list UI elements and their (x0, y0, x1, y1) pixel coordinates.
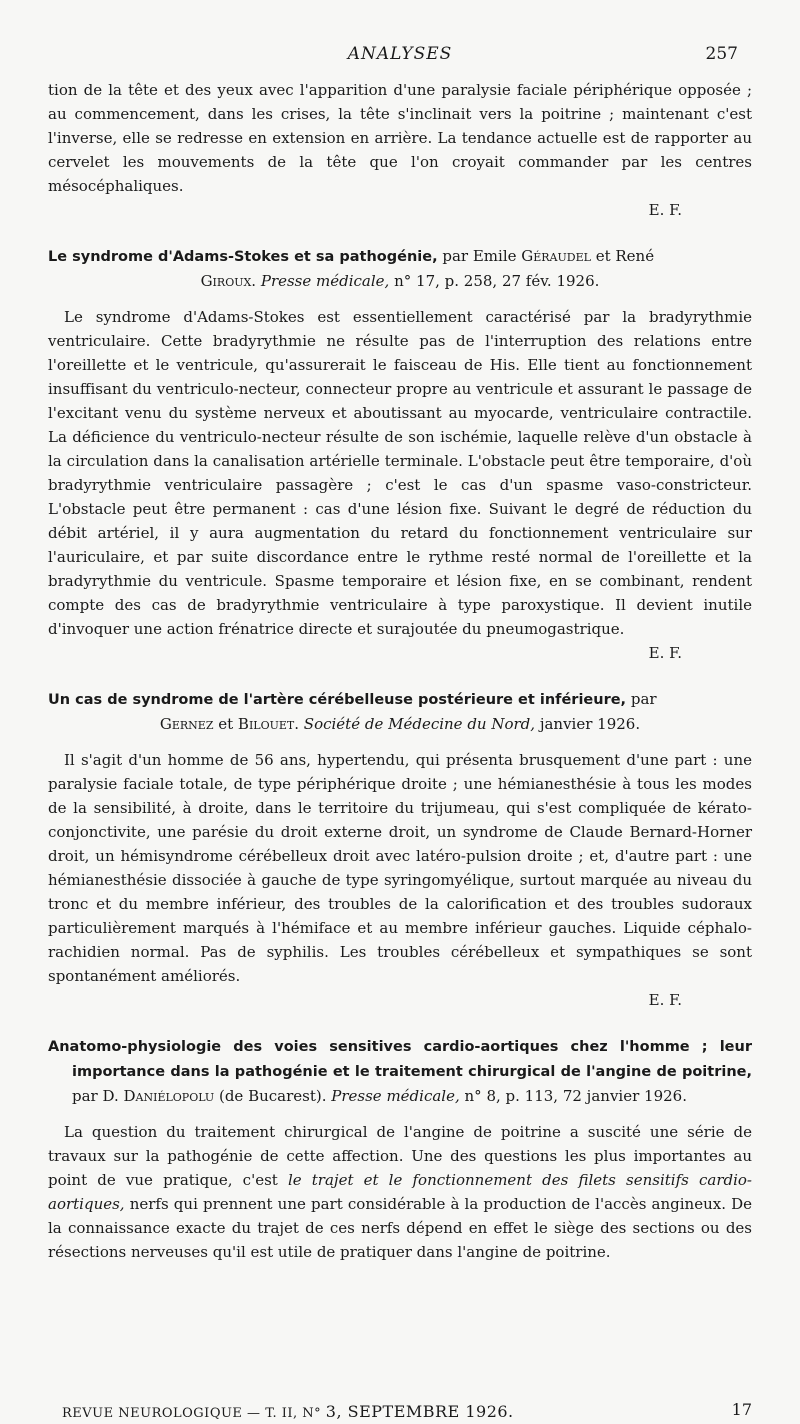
article-heading: Un cas de syndrome de l'artère cérébelleuse postérieure et inférieure, par Gernez et Bilouet. Société de Médecine du Nord, janvier 1926. (48, 690, 657, 733)
article-signature: E. F. (648, 991, 682, 1009)
footer-journal: REVUE NEUROLOGIQUE — T. II, N° 3, SEPTEMBRE 1926. (62, 1402, 514, 1421)
author-place: (de Bucarest). (214, 1087, 327, 1105)
continuation-signature: E. F. (648, 201, 682, 219)
article-heading: Anatomo-physiologie des voies sensitives cardio-aortiques chez l'homme ; leur importance dans la pathogénie et le traitement chirurgical de l'angine de poitrine, par D. Daniélopolu (de Bucarest). Presse médicale, n° 8, p. 113, 72 janvier 1926. (48, 1039, 752, 1105)
running-title: ANALYSES (347, 44, 453, 64)
sheet-number: 17 (731, 1400, 752, 1419)
page-footer (62, 1402, 752, 1424)
article-title: Anatomo-physiologie des voies sensitives cardio-aortiques chez l'homme ; leur importance dans la pathogénie et le traitement chirurgical de l'angine de poitrine, (48, 1039, 752, 1080)
page-body (48, 78, 752, 1264)
reference: n° 8, p. 113, 72 janvier 1926. (459, 1087, 687, 1105)
article-adams-stokes (48, 244, 752, 665)
article-body: Il s'agit d'un homme de 56 ans, hypertendu, qui présenta brusquement d'une part : une paralysie faciale totale, de type périphérique droite ; une hémianesthésie à tous les modes de la sensibilité, à droite, dans le territoire du trijumeau, qui s'est compliquée de kérato-conjonctivite, une parésie du droit externe droit, un syndrome de Claude Bernard-Horner droit, un hémisyndrome cérébelleux droit avec latéro-pulsion droite ; et, d'autre part : une hémianesthésie dissociée à gauche de type syringomyélique, surtout marquée au niveau du tronc et du membre inférieur, des troubles de la calorification et des troubles sudoraux particulièrement marqués à l'hémiface et au membre inférieur gauches. Liquide céphalo-rachidien normal. Pas de syphilis. Les troubles cérébelleux et sympathiques se sont spontanément améliorés. (48, 751, 752, 985)
author-name: Bilouet. (237, 715, 300, 733)
journal-name: Presse médicale, (326, 1087, 460, 1105)
journal-name: Presse médicale, (256, 272, 390, 290)
article-body: Le syndrome d'Adams-Stokes est essentiellement caractérisé par la bradyrythmie ventriculaire. Cette bradyrythmie ne résulte pas de l'interruption des relations entre l'oreillette et le ventricule, qu'assurerait le faisceau de His. Elle tient au fonctionnement insuffisant du ventriculo-necteur, connecteur propre au ventricule et assurant le passage de l'excitant venu du système nerveux et aboutissant au myocarde, ventriculaire contractile. La déficience du ventriculo-necteur résulte de son ischémie, laquelle relève d'un obstacle à la circulation dans la canalisation artérielle terminale. L'obstacle peut être temporaire, d'où bradyrythmie ventriculaire passagère ; c'est le cas d'un spasme vaso-constricteur. L'obstacle peut être permanent : cas d'une lésion fixe. Suivant le degré de réduction du débit artériel, il y aura augmentation du retard du fonctionnement ventriculaire sur l'auriculaire, et par suite discordance entre le rythme resté normal de l'oreillette et la bradyrythmie du ventricule. Spasme temporaire et lésion fixe, en se combinant, rendent compte des cas de bradyrythmie ventriculaire à type paroxystique. Il devient inutile d'invoquer une action frénatrice directe et surajoutée du pneumogastrique. (48, 308, 752, 638)
author-name: Géraudel (521, 247, 591, 265)
reference: n° 17, p. 258, 27 fév. 1926. (389, 272, 600, 290)
article-title: Un cas de syndrome de l'artère cérébelleuse postérieure et inférieure, (48, 692, 627, 708)
emphasis: le trajet et le fonctionnement des filets sensitifs cardio-aortiques, (48, 1171, 753, 1213)
reference: janvier 1926. (535, 715, 641, 733)
article-cardio-aortic (48, 1034, 752, 1264)
journal-name: Société de Médecine du Nord, (299, 715, 536, 733)
article-heading: Le syndrome d'Adams-Stokes et sa pathogénie, par Emile Géraudel et René Giroux. Presse médicale, n° 17, p. 258, 27 fév. 1926. (48, 247, 655, 290)
article-cerebellar-artery (48, 687, 752, 1012)
article-body: La question du traitement chirurgical de l'angine de poitrine a suscité une série de travaux sur la pathogénie de cette affection. Une des questions les plus importantes au point de vue pratique, c'est le trajet et le fonctionnement des filets sensitifs cardio-aortiques, nerfs qui prennent une part considérable à la production de l'accès angineux. De la connaissance exacte du trajet de ces nerfs dépend en effet le siège des sections ou des résections nerveuses qu'il est utile de pratiquer dans l'angine de poitrine. (48, 1123, 753, 1261)
article-signature: E. F. (648, 644, 682, 662)
article-title: Le syndrome d'Adams-Stokes et sa pathogénie, (48, 249, 438, 265)
author-name: Giroux. (200, 272, 257, 290)
author-name: Daniélopolu (123, 1087, 215, 1105)
page-header (0, 44, 800, 68)
page-number: 257 (705, 44, 738, 64)
continuation-paragraph: tion de la tête et des yeux avec l'apparition d'une paralysie faciale périphérique opposée ; au commencement, dans les crises, la tête s'inclinait vers la poitrine ; maintenant c'est l'inverse, elle se redresse en extension en arrière. La tendance actuelle est de rapporter au cervelet les mouvements de la tête que l'on croyait commander par les centres mésocéphaliques. (48, 81, 752, 195)
author-name: Gernez (159, 715, 214, 733)
